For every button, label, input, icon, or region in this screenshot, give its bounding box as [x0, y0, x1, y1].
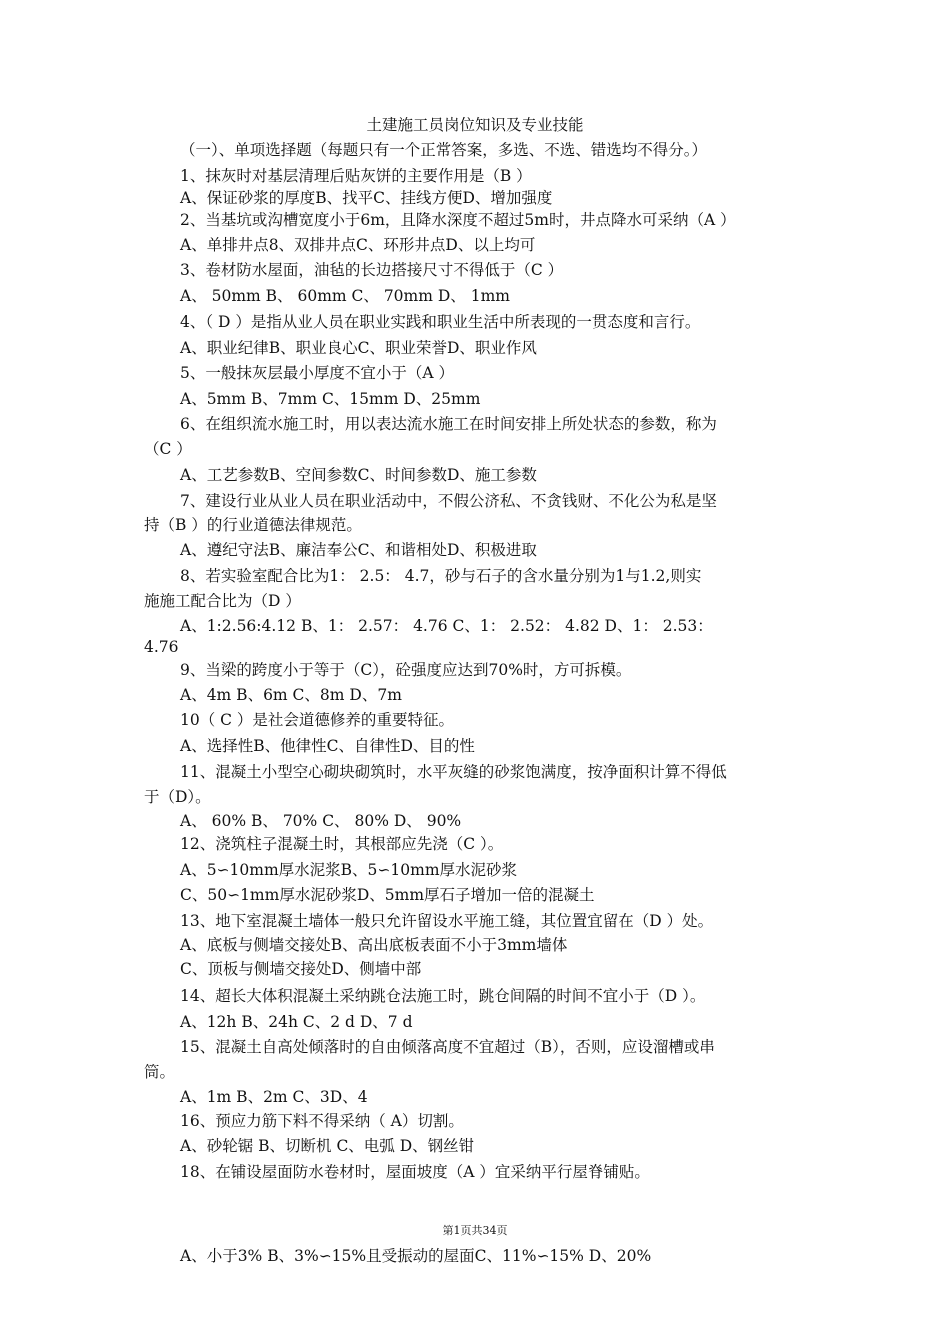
options-line: A、单排井点8、双排井点C、环形井点D、以上均可: [180, 236, 536, 254]
options-line: A、1m B、2m C、3D、4: [180, 1088, 368, 1106]
question-line: 14、超长大体积混凝土采纳跳仓法施工时，跳仓间隔的时间不宜小于（D ）。: [180, 987, 706, 1005]
options-line: 4.76: [144, 638, 179, 656]
options-line: A、遵纪守法B、廉洁奉公C、和谐相处D、积极进取: [180, 541, 537, 559]
document-title: 土建施工员岗位知识及专业技能: [366, 116, 584, 134]
question-line: 筒。: [144, 1063, 176, 1081]
question-line: 5、一般抹灰层最小厚度不宜小于（A ）: [180, 364, 454, 382]
options-line: A、保证砂浆的厚度B、找平C、挂线方便D、增加强度: [180, 189, 553, 207]
question-line: 16、预应力筋下料不得采纳（ A）切割。: [180, 1112, 464, 1130]
question-line: 9、当梁的跨度小于等于（C），砼强度应达到70%时，方可拆模。: [180, 661, 632, 679]
options-line: C、50∽1mm厚水泥砂浆D、5mm厚石子增加一倍的混凝土: [180, 886, 595, 904]
question-line: 15、混凝土自高处倾落时的自由倾落高度不宜超过（B），否则，应设溜槽或串: [180, 1038, 715, 1056]
options-line: A、 60% B、 70% C、 80% D、 90%: [180, 812, 462, 830]
options-line: A、1:2.56:4.12 B、1： 2.57： 4.76 C、1： 2.52： 4.82 D、1： 2.53：: [180, 617, 713, 635]
options-line: A、5∽10mm厚水泥浆B、5∽10mm厚水泥砂浆: [180, 861, 518, 879]
options-line: A、小于3% B、3%∽15%且受振动的屋面C、11%∽15% D、20%: [180, 1247, 652, 1265]
question-line: 10（ C ）是社会道德修养的重要特征。: [180, 711, 454, 729]
options-line: A、底板与侧墙交接处B、高出底板表面不小于3mm墙体: [180, 936, 568, 954]
question-line: 11、混凝土小型空心砌块砌筑时，水平灰缝的砂浆饱满度，按净面积计算不得低: [180, 763, 727, 781]
options-line: A、砂轮锯 B、切断机 C、电弧 D、钢丝钳: [180, 1137, 475, 1155]
options-line: A、职业纪律B、职业良心C、职业荣誉D、职业作风: [180, 339, 537, 357]
question-line: 13、地下室混凝土墙体一般只允许留设水平施工缝，其位置宜留在（D ）处。: [180, 912, 714, 930]
question-line: 1、抹灰时对基层清理后贴灰饼的主要作用是（B ）: [180, 167, 532, 185]
question-line: 于（D）。: [144, 788, 211, 806]
question-line: 7、建设行业从业人员在职业活动中，不假公济私、不贪钱财、不化公为私是坚: [180, 492, 717, 510]
question-line: 12、浇筑柱子混凝土时，其根部应先浇（C ）。: [180, 835, 504, 853]
question-line: 6、在组织流水施工时，用以表达流水施工在时间安排上所处状态的参数，称为: [180, 415, 717, 433]
options-line: A、 50mm B、 60mm C、 70mm D、 1mm: [180, 287, 510, 305]
question-line: 3、卷材防水屋面，油毡的长边搭接尺寸不得低于（C ）: [180, 261, 564, 279]
question-line: 2、当基坑或沟槽宽度小于6m，且降水深度不超过5m时，井点降水可采纳（A ）: [180, 211, 736, 229]
question-line: 持（B ）的行业道德法律规范。: [144, 516, 362, 534]
options-line: A、12h B、24h C、2 d D、7 d: [180, 1013, 413, 1031]
question-line: 4、（ D ）是指从业人员在职业实践和职业生活中所表现的一贯态度和言行。: [180, 313, 701, 331]
options-line: A、工艺参数B、空间参数C、时间参数D、施工参数: [180, 466, 537, 484]
question-line: 8、若实验室配合比为1： 2.5： 4.7，砂与石子的含水量分别为1与1.2,则实: [180, 567, 702, 585]
options-line: A、5mm B、7mm C、15mm D、25mm: [180, 390, 481, 408]
question-line: 施施工配合比为（D ）: [144, 592, 301, 610]
question-line: （C ）: [144, 440, 192, 458]
options-line: A、选择性B、他律性C、自律性D、目的性: [180, 737, 475, 755]
section-heading: （一）、单项选择题（每题只有一个正常答案，多选、不选、错选均不得分。）: [180, 141, 708, 159]
options-line: A、4m B、6m C、8m D、7m: [180, 686, 402, 704]
question-line: 18、在铺设屋面防水卷材时，屋面坡度（A ）宜采纳平行屋脊铺贴。: [180, 1163, 650, 1181]
options-line: C、顶板与侧墙交接处D、侧墙中部: [180, 960, 422, 978]
page-number-footer: 第1页共34页: [442, 1224, 508, 1237]
